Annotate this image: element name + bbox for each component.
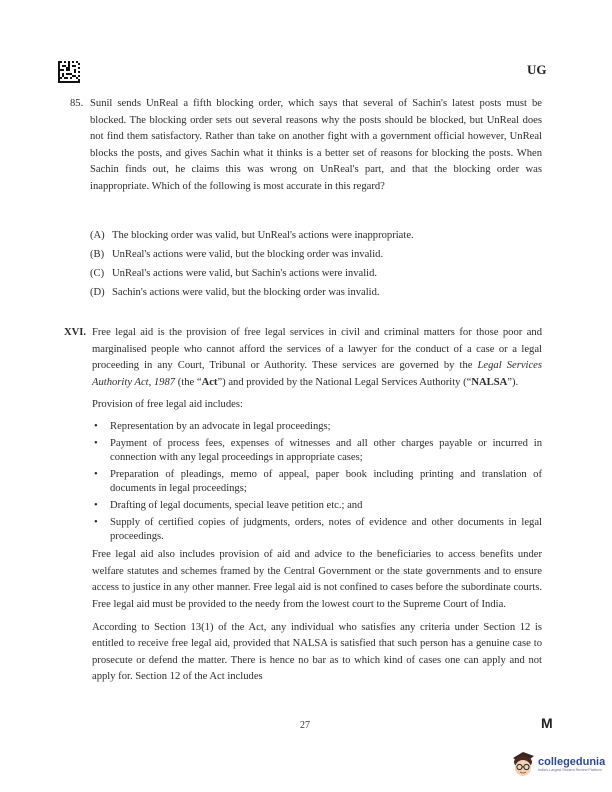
- intro-text: (the “: [175, 376, 202, 388]
- option-a: [90, 227, 542, 246]
- datamatrix-code-icon: [58, 61, 80, 83]
- intro-text: Free legal aid is the provision of free legal services in civil and criminal matters for those poor and marginalised people who cannot afford the services of a lawyer for the conduct of a case or a legal proceeding in any Court, Tribunal or Authority. These services are governed by the: [92, 327, 542, 372]
- question-number: 85.: [70, 98, 84, 109]
- option-label: (D): [90, 287, 105, 299]
- list-item-text: Payment of process fees, expenses of witnesses and all other charges payable or incurred in connection with any legal proceedings in appropriate cases;: [110, 438, 542, 463]
- bullet-icon: •: [94, 500, 98, 511]
- provision-heading: Provision of free legal aid includes:: [92, 399, 243, 411]
- bullet-icon: •: [94, 469, 98, 481]
- intro-text: ”).: [507, 376, 519, 388]
- option-label: (B): [90, 249, 105, 261]
- intro-text: ”) and provided by the National Legal Services Authority (“: [217, 376, 472, 388]
- intro-paragraph: [92, 325, 542, 391]
- paragraph-3: According to Section 13(1) of the Act, any individual who satisfies any criteria under Section 12 is entitled to receive free legal aid, provided that NALSA is satisfied that such person has a genuine case to prosecute or defend the matter. There is hence no bar as to which kind of cases one can apply and not apply for. Section 12 of the Act includes: [92, 621, 542, 683]
- option-text: The blocking order was valid, but UnReal's actions were inappropriate.: [112, 230, 414, 242]
- passage-section-xvi: [64, 325, 542, 692]
- list-item: [92, 468, 542, 495]
- list-item: [92, 499, 542, 512]
- provision-list: [92, 420, 542, 543]
- list-item: [92, 437, 542, 464]
- bullet-icon: •: [94, 517, 98, 529]
- list-item-text: Drafting of legal documents, special leave petition etc.; and: [110, 500, 363, 511]
- collegedunia-watermark: [510, 748, 610, 780]
- question-85: [70, 96, 542, 196]
- act-short-name: Act: [201, 376, 218, 388]
- option-text: UnReal's actions were valid, but Sachin's actions were invalid.: [112, 268, 378, 280]
- mascot-face-icon: [510, 750, 536, 778]
- bullet-icon: •: [94, 438, 98, 450]
- section-roman-numeral: XVI.: [64, 327, 87, 338]
- list-item: [92, 420, 542, 433]
- option-text: UnReal's actions were valid, but the blocking order was invalid.: [112, 249, 384, 261]
- brand-tagline: India's Largest Student Review Platform: [538, 767, 602, 772]
- option-d: [90, 284, 542, 303]
- list-item-text: Representation by an advocate in legal proceedings;: [110, 420, 331, 432]
- set-code: M: [541, 715, 553, 731]
- list-item-text: Supply of certified copies of judgments, orders, notes of evidence and other documents in legal proceedings.: [110, 517, 542, 542]
- option-b: [90, 246, 542, 265]
- option-label: (A): [90, 230, 105, 242]
- question-stem: Sunil sends UnReal a fifth blocking order, which says that several of Sachin's latest posts must be blocked. The blocking order sets out several reasons why the posts should be blocked, but UnReal does not find them satisfactory. Rather than take on another fight with a government official however, UnReal blocks the posts, and gives Sachin what it thinks is a better set of reasons for blocking the posts. When Sachin finds out, he claims this was wrong on UnReal's part, and that the blocking order was inappropriate. Which of the following is most accurate in this regard?: [90, 98, 542, 192]
- paper-code: UG: [527, 62, 547, 77]
- list-item-text: Preparation of pleadings, memo of appeal, paper book including printing and translation of documents in legal proceedings;: [110, 469, 542, 494]
- option-c: [90, 265, 542, 284]
- brand-name: collegedunia: [538, 755, 606, 768]
- option-label: (C): [90, 268, 105, 280]
- paragraph-2: Free legal aid also includes provision of aid and advice to the beneficiaries to access benefits under welfare statutes and schemes framed by the Central Government or the state governments and to ensure access to justice in any other manner. Free legal aid is not confined to cases before the subordinate courts. Free legal aid must be provided to the needy from the lowest court to the Supreme Court of India.: [92, 549, 542, 610]
- answer-options: [90, 227, 542, 303]
- option-text: Sachin's actions were valid, but the blocking order was invalid.: [112, 287, 380, 299]
- nalsa-short-name: NALSA: [471, 376, 508, 388]
- bullet-icon: •: [94, 420, 98, 432]
- act-name: Legal Services Authority Act, 1987: [92, 360, 542, 388]
- page-number: 27: [300, 720, 310, 731]
- list-item: [92, 516, 542, 543]
